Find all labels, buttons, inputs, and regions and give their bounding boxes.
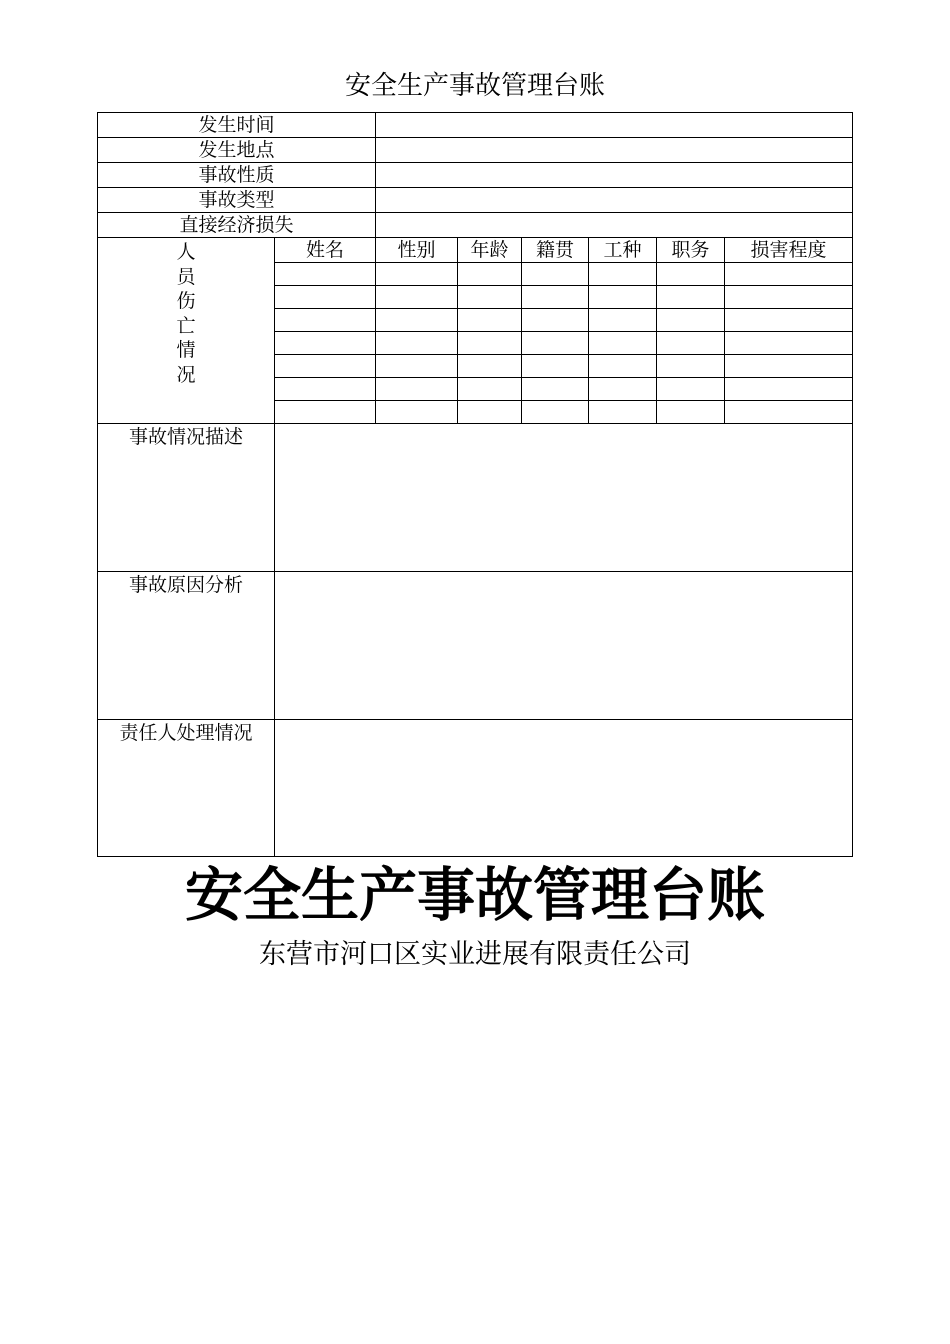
casualty-header-row bbox=[98, 238, 853, 263]
info-row-nature bbox=[98, 163, 853, 188]
cell-job[interactable] bbox=[589, 263, 657, 286]
casualty-section-label bbox=[98, 238, 275, 424]
cell-job[interactable] bbox=[589, 378, 657, 401]
cell-injury[interactable] bbox=[725, 263, 853, 286]
info-label-loss: 直接经济损失 bbox=[98, 213, 376, 238]
cell-injury[interactable] bbox=[725, 378, 853, 401]
cell-position[interactable] bbox=[657, 332, 725, 355]
cause-field[interactable] bbox=[275, 572, 853, 720]
column-header-injury: 损害程度 bbox=[725, 238, 853, 263]
cell-injury[interactable] bbox=[725, 401, 853, 424]
cell-age[interactable] bbox=[458, 286, 522, 309]
cell-name[interactable] bbox=[275, 401, 376, 424]
cell-name[interactable] bbox=[275, 286, 376, 309]
cell-name[interactable] bbox=[275, 355, 376, 378]
cause-label: 事故原因分析 bbox=[98, 572, 275, 720]
cell-job[interactable] bbox=[589, 309, 657, 332]
cell-hometown[interactable] bbox=[522, 309, 589, 332]
accident-record-table bbox=[97, 112, 853, 857]
cell-hometown[interactable] bbox=[522, 332, 589, 355]
column-header-gender: 性别 bbox=[376, 238, 458, 263]
info-value-location[interactable] bbox=[376, 138, 853, 163]
cell-position[interactable] bbox=[657, 286, 725, 309]
column-header-job: 工种 bbox=[589, 238, 657, 263]
info-value-time[interactable] bbox=[376, 113, 853, 138]
casualty-label-char: 亡 bbox=[176, 314, 196, 337]
cell-gender[interactable] bbox=[376, 378, 458, 401]
cell-gender[interactable] bbox=[376, 286, 458, 309]
casualty-label-char: 人 bbox=[176, 241, 196, 263]
info-label-time: 发生时间 bbox=[98, 113, 376, 138]
cell-age[interactable] bbox=[458, 378, 522, 401]
cell-age[interactable] bbox=[458, 263, 522, 286]
description-label: 事故情况描述 bbox=[98, 424, 275, 572]
cell-gender[interactable] bbox=[376, 355, 458, 378]
cell-position[interactable] bbox=[657, 309, 725, 332]
description-field[interactable] bbox=[275, 424, 853, 572]
cell-gender[interactable] bbox=[376, 401, 458, 424]
casualty-label-char: 伤 bbox=[176, 290, 196, 312]
cell-injury[interactable] bbox=[725, 286, 853, 309]
cell-age[interactable] bbox=[458, 355, 522, 378]
cell-age[interactable] bbox=[458, 309, 522, 332]
cell-injury[interactable] bbox=[725, 355, 853, 378]
cell-hometown[interactable] bbox=[522, 378, 589, 401]
cell-gender[interactable] bbox=[376, 309, 458, 332]
info-row-loss bbox=[98, 213, 853, 238]
cell-name[interactable] bbox=[275, 309, 376, 332]
cell-job[interactable] bbox=[589, 401, 657, 424]
cell-hometown[interactable] bbox=[522, 286, 589, 309]
info-row-time bbox=[98, 113, 853, 138]
document-title: 安全生产事故管理台账 bbox=[344, 71, 605, 101]
info-label-type: 事故类型 bbox=[98, 188, 376, 213]
cell-position[interactable] bbox=[657, 401, 725, 424]
cell-hometown[interactable] bbox=[522, 401, 589, 424]
description-row bbox=[98, 424, 853, 572]
cover-title: 安全生产事故管理台账 bbox=[184, 861, 765, 929]
column-header-age: 年龄 bbox=[458, 238, 522, 263]
info-value-type[interactable] bbox=[376, 188, 853, 213]
cell-hometown[interactable] bbox=[522, 355, 589, 378]
info-label-location: 发生地点 bbox=[98, 138, 376, 163]
info-row-location bbox=[98, 138, 853, 163]
cell-injury[interactable] bbox=[725, 309, 853, 332]
column-header-position: 职务 bbox=[657, 238, 725, 263]
casualty-label-char: 况 bbox=[176, 363, 196, 386]
column-header-name: 姓名 bbox=[275, 238, 376, 263]
info-label-nature: 事故性质 bbox=[98, 163, 376, 188]
cell-gender[interactable] bbox=[376, 263, 458, 286]
company-name: 东营市河口区实业进展有限责任公司 bbox=[259, 939, 691, 970]
cell-position[interactable] bbox=[657, 355, 725, 378]
casualty-label-char: 员 bbox=[176, 265, 196, 288]
cell-position[interactable] bbox=[657, 378, 725, 401]
cell-hometown[interactable] bbox=[522, 263, 589, 286]
info-value-nature[interactable] bbox=[376, 163, 853, 188]
cell-age[interactable] bbox=[458, 332, 522, 355]
cell-age[interactable] bbox=[458, 401, 522, 424]
responsible-row bbox=[98, 720, 853, 857]
casualty-label-char: 情 bbox=[176, 339, 196, 361]
responsible-field[interactable] bbox=[275, 720, 853, 857]
info-row-type bbox=[98, 188, 853, 213]
cell-name[interactable] bbox=[275, 263, 376, 286]
cause-row bbox=[98, 572, 853, 720]
cell-name[interactable] bbox=[275, 332, 376, 355]
cell-name[interactable] bbox=[275, 378, 376, 401]
cell-position[interactable] bbox=[657, 263, 725, 286]
column-header-hometown: 籍贯 bbox=[522, 238, 589, 263]
cell-job[interactable] bbox=[589, 355, 657, 378]
cell-gender[interactable] bbox=[376, 332, 458, 355]
cell-job[interactable] bbox=[589, 286, 657, 309]
cell-injury[interactable] bbox=[725, 332, 853, 355]
cell-job[interactable] bbox=[589, 332, 657, 355]
info-value-loss[interactable] bbox=[376, 213, 853, 238]
responsible-label: 责任人处理情况 bbox=[98, 720, 275, 857]
